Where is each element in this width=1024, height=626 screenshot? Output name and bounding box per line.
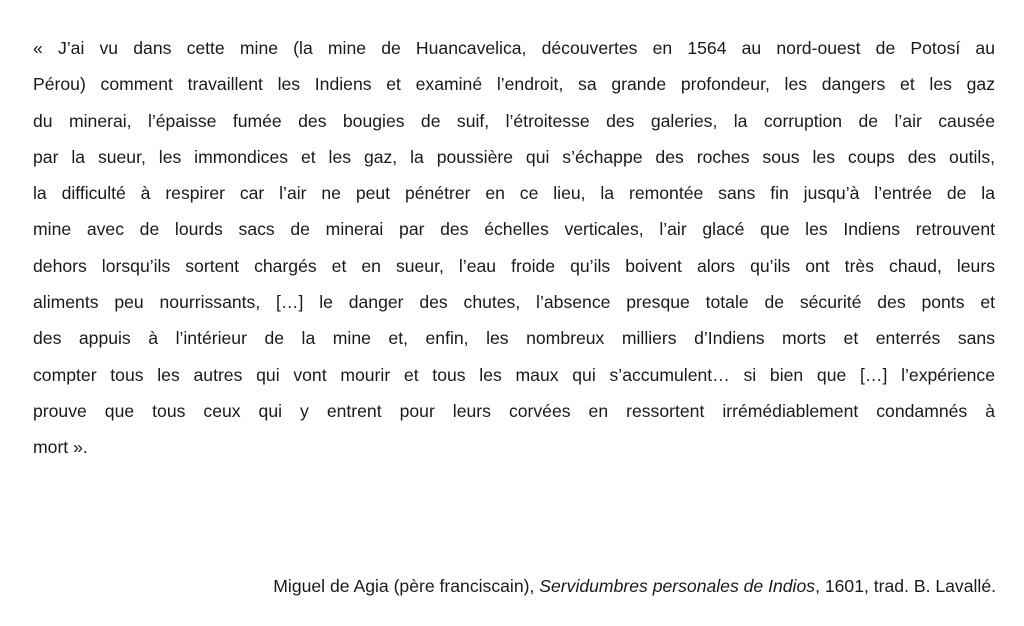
- quote-line-4: par la sueur, les immondices et les gaz, la poussière qui s’échappe des roches sous les coups des outils,: [33, 146, 995, 167]
- quote-line-9: des appuis à l’intérieur de la mine et, enfin, les nombreux milliers d’Indiens morts et enterrés sans: [33, 328, 995, 349]
- attribution-details: , 1601, trad. B. Lavallé.: [815, 576, 996, 596]
- attribution-work-title: Servidumbres personales de Indios: [539, 576, 816, 596]
- quote-line-10: compter tous les autres qui vont mourir et tous les maux qui s’accumulent… si bien que […] l’expérience: [33, 364, 995, 385]
- quote-line-1: « J’ai vu dans cette mine (la mine de Huancavelica, découvertes en 1564 au nord-ouest de Potosí au: [33, 38, 995, 58]
- quote-line-11: prouve que tous ceux qui y entrent pour leurs corvées en ressortent irrémédiablement condamnés à: [33, 400, 995, 421]
- attribution-author: Miguel de Agia (père franciscain),: [273, 576, 540, 596]
- quote-line-8: aliments peu nourrissants, […] le danger des chutes, l’absence presque totale de sécurité des ponts et: [33, 292, 995, 313]
- quote-line-6: mine avec de lourds sacs de minerai par des échelles verticales, l’air glacé que les Indiens retrouvent: [33, 219, 995, 240]
- quote-line-7: dehors lorsqu’ils sortent chargés et en sueur, l’eau froide qu’ils boivent alors qu’ils ont très chaud, leurs: [33, 255, 995, 276]
- quote-paragraph: [33, 36, 995, 472]
- quote-line-12: mort ».: [33, 437, 88, 458]
- quote-line-3: du minerai, l’épaisse fumée des bougies de suif, l’étroitesse des galeries, la corruption de l’air causée: [33, 110, 995, 131]
- quote-line-2: Pérou) comment travaillent les Indiens et examiné l’endroit, sa grande profondeur, les dangers et les gaz: [33, 74, 995, 95]
- quote-line-5: la difficulté à respirer car l’air ne peut pénétrer en ce lieu, la remontée sans fin jusqu’à l’entrée de la: [33, 183, 995, 204]
- attribution: [273, 574, 996, 598]
